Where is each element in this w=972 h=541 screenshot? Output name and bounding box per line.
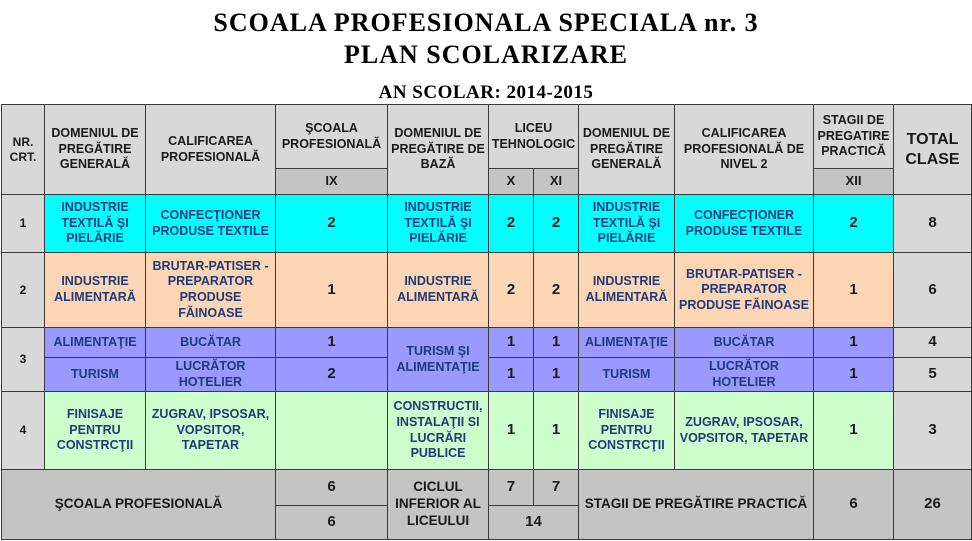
calificare-cell-2: BRUTAR-PATISER - PREPARATOR PRODUSE FĂINOASE — [675, 253, 814, 328]
domeniu-baza-cell: INDUSTRIE TEXTILĂ ŞI PIELĂRIE — [388, 195, 489, 253]
header-nr-crt: NR. CRT. — [2, 105, 45, 195]
class-xi-value: 2 — [534, 195, 579, 253]
row-total: 3 — [894, 392, 972, 470]
class-xi-value: 2 — [534, 253, 579, 328]
table-row — [2, 392, 972, 470]
class-ix-value: 2 — [276, 195, 388, 253]
schooling-plan-table — [1, 104, 972, 540]
row-total: 4 — [894, 328, 972, 358]
footer-ix-sum: 6 — [276, 470, 388, 506]
domeniu-cell: TURISM — [45, 358, 146, 392]
domeniu-baza-cell: INDUSTRIE ALIMENTARĂ — [388, 253, 489, 328]
domeniu-baza-cell: CONSTRUCTII, INSTALAŢII SI LUCRĂRI PUBLICE — [388, 392, 489, 470]
domeniu-cell-2: INDUSTRIE TEXTILĂ ŞI PIELĂRIE — [579, 195, 675, 253]
domeniu-cell-2: FINISAJE PENTRU CONSTRCŢII — [579, 392, 675, 470]
class-xi-value: 1 — [534, 328, 579, 358]
class-x-value: 1 — [489, 328, 534, 358]
header-class-x: X — [489, 169, 534, 195]
footer-ciclul-inferior-label: CICLUL INFERIOR AL LICEULUI — [388, 470, 489, 540]
row-total: 8 — [894, 195, 972, 253]
header-calificare: CALIFICAREA PROFESIONALĂ — [146, 105, 276, 195]
class-x-value: 1 — [489, 358, 534, 392]
calificare-cell: CONFECŢIONER PRODUSE TEXTILE — [146, 195, 276, 253]
footer-scoala-profesionala-label: ŞCOALA PROFESIONALĂ — [2, 470, 276, 540]
table-row — [2, 253, 972, 328]
class-xi-value: 1 — [534, 392, 579, 470]
class-xii-value: 1 — [814, 253, 894, 328]
domeniu-cell-2: TURISM — [579, 358, 675, 392]
header-class-xi: XI — [534, 169, 579, 195]
header-row — [2, 105, 972, 169]
footer-ix-total: 6 — [276, 506, 388, 540]
calificare-cell: BUCĂTAR — [146, 328, 276, 358]
header-scoala-profesionala: ŞCOALA PROFESIONALĂ — [276, 105, 388, 169]
school-year-title: AN SCOLAR: 2014-2015 — [378, 82, 594, 103]
class-ix-value: 2 — [276, 358, 388, 392]
class-xii-value: 2 — [814, 195, 894, 253]
class-xii-value: 1 — [814, 392, 894, 470]
row-total: 5 — [894, 358, 972, 392]
footer-stagii-label: STAGII DE PREGĂTIRE PRACTICĂ — [579, 470, 814, 540]
footer-grand-total: 26 — [894, 470, 972, 540]
footer-x-sum: 7 — [489, 470, 534, 506]
calificare-cell: BRUTAR-PATISER - PREPARATOR PRODUSE FĂINOASE — [146, 253, 276, 328]
class-ix-value — [276, 392, 388, 470]
table-row — [2, 195, 972, 253]
footer-xii-sum: 6 — [814, 470, 894, 540]
header-stagii: STAGII DE PREGATIRE PRACTICĂ — [814, 105, 894, 169]
domeniu-cell-2: INDUSTRIE ALIMENTARĂ — [579, 253, 675, 328]
calificare-cell-2: ZUGRAV, IPSOSAR, VOPSITOR, TAPETAR — [675, 392, 814, 470]
calificare-cell-2: CONFECŢIONER PRODUSE TEXTILE — [675, 195, 814, 253]
domeniu-cell-2: ALIMENTAŢIE — [579, 328, 675, 358]
row-total: 6 — [894, 253, 972, 328]
class-xi-value: 1 — [534, 358, 579, 392]
row-number: 1 — [2, 195, 45, 253]
footer-xi-sum: 7 — [534, 470, 579, 506]
footer-row — [2, 470, 972, 506]
calificare-cell: LUCRĂTOR HOTELIER — [146, 358, 276, 392]
header-total-clase: TOTAL CLASE — [894, 105, 972, 195]
class-xii-value: 1 — [814, 328, 894, 358]
table-row — [2, 328, 972, 358]
domeniu-baza-cell: TURISM ŞI ALIMENTAŢIE — [388, 328, 489, 392]
row-number: 2 — [2, 253, 45, 328]
school-title: SCOALA PROFESIONALA SPECIALA nr. 3 — [213, 8, 759, 37]
header-class-xii: XII — [814, 169, 894, 195]
header-liceu-tehnologic: LICEU TEHNOLOGIC — [489, 105, 579, 169]
calificare-cell-2: LUCRĂTOR HOTELIER — [675, 358, 814, 392]
domeniu-cell: FINISAJE PENTRU CONSTRCŢII — [45, 392, 146, 470]
header-calificare-nivel-2: CALIFICAREA PROFESIONALĂ DE NIVEL 2 — [675, 105, 814, 195]
domeniu-cell: INDUSTRIE TEXTILĂ ŞI PIELĂRIE — [45, 195, 146, 253]
class-x-value: 2 — [489, 195, 534, 253]
class-ix-value: 1 — [276, 253, 388, 328]
header-domeniu-general: DOMENIUL DE PREGĂTIRE GENERALĂ — [45, 105, 146, 195]
header-domeniu-general-2: DOMENIUL DE PREGĂTIRE GENERALĂ — [579, 105, 675, 195]
plan-title: PLAN SCOLARIZARE — [344, 40, 628, 69]
calificare-cell-2: BUCĂTAR — [675, 328, 814, 358]
domeniu-cell: ALIMENTAŢIE — [45, 328, 146, 358]
class-ix-value: 1 — [276, 328, 388, 358]
class-xii-value: 1 — [814, 358, 894, 392]
header-domeniu-baza: DOMENIUL DE PREGĂTIRE DE BAZĂ — [388, 105, 489, 195]
header-class-ix: IX — [276, 169, 388, 195]
calificare-cell: ZUGRAV, IPSOSAR, VOPSITOR, TAPETAR — [146, 392, 276, 470]
class-x-value: 1 — [489, 392, 534, 470]
row-number: 3 — [2, 328, 45, 392]
class-x-value: 2 — [489, 253, 534, 328]
domeniu-cell: INDUSTRIE ALIMENTARĂ — [45, 253, 146, 328]
row-number: 4 — [2, 392, 45, 470]
footer-liceu-total: 14 — [489, 506, 579, 540]
